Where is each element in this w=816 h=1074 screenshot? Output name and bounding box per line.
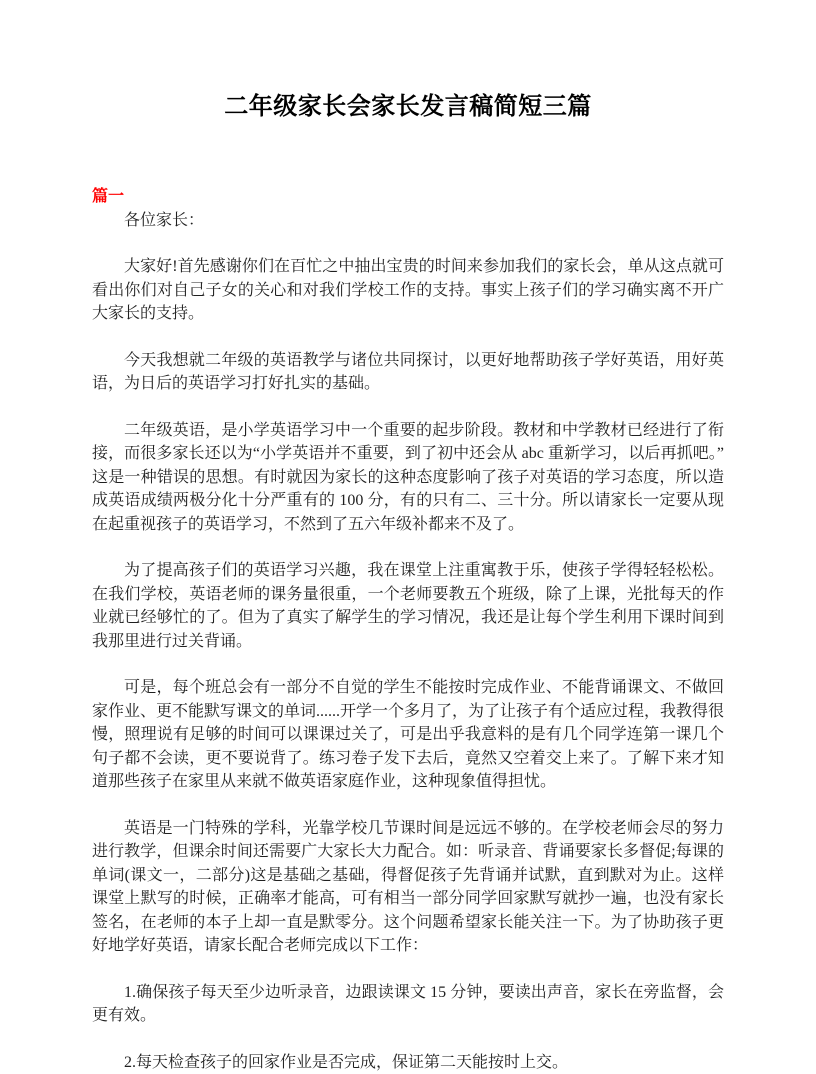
paragraph: 二年级英语，是小学英语学习中一个重要的起步阶段。教材和中学教材已经进行了衔接，而很多家长还以为“小学英语并不重要，到了初中还会从 abc 重新学习，以后再抓吧。”这是一种错误的思想。有时就因为家长的这种态度影响了孩子对英语的学习态度，所以造成英语成绩两极分化十分严重有的 100 分，有的只有二、三十分。所以请家长一定要从现在起重视孩子的英语学习，不然到了五六年级补都来不及了。 xyxy=(92,419,724,537)
paragraph: 2.每天检查孩子的回家作业是否完成，保证第二天能按时上交。 xyxy=(92,1051,724,1074)
paragraph: 为了提高孩子们的英语学习兴趣，我在课堂上注重寓教于乐，使孩子学得轻轻松松。在我们学校，英语老师的课务量很重，一个老师要教五个班级，除了上课，光批每天的作业就已经够忙的了。但为了真实了解学生的学习情况，我还是让每个学生利用下课时间到我那里进行过关背诵。 xyxy=(92,559,724,653)
paragraph: 今天我想就二年级的英语教学与诸位共同探讨，以更好地帮助孩子学好英语，用好英语，为日后的英语学习打好扎实的基础。 xyxy=(92,349,724,396)
paragraph: 英语是一门特殊的学科，光靠学校几节课时间是远远不够的。在学校老师会尽的努力进行教学，但课余时间还需要广大家长大力配合。如：听录音、背诵要家长多督促;每课的单词(课文一，二部分)这是基础之基础，得督促孩子先背诵并试默，直到默对为止。这样课堂上默写的时候，正确率才能高，可有相当一部分同学回家默写就抄一遍，也没有家长签名，在老师的本子上却一直是默零分。这个问题希望家长能关注一下。为了协助孩子更好地学好英语，请家长配合老师完成以下工作： xyxy=(92,817,724,958)
paragraph: 1.确保孩子每天至少边听录音，边跟读课文 15 分钟，要读出声音，家长在旁监督，会更有效。 xyxy=(92,981,724,1028)
document-title: 二年级家长会家长发言稿简短三篇 xyxy=(92,92,724,123)
paragraph: 可是，每个班总会有一部分不自觉的学生不能按时完成作业、不能背诵课文、不做回家作业、更不能默写课文的单词......开学一个多月了，为了让孩子有个适应过程，我教得很慢，照理说有足够的时间可以课课过关了，可是出乎我意料的是有几个同学连第一课几个句子都不会读，更不要说背了。练习卷子发下去后，竟然又空着交上来了。了解下来才知道那些孩子在家里从来就不做英语家庭作业，这种现象值得担忧。 xyxy=(92,676,724,794)
section-label: 篇一 xyxy=(92,185,724,209)
paragraph: 大家好!首先感谢你们在百忙之中抽出宝贵的时间来参加我们的家长会，单从这点就可看出你们对自己子女的关心和对我们学校工作的支持。事实上孩子们的学习确实离不开广大家长的支持。 xyxy=(92,255,724,326)
salutation: 各位家长： xyxy=(92,209,724,233)
